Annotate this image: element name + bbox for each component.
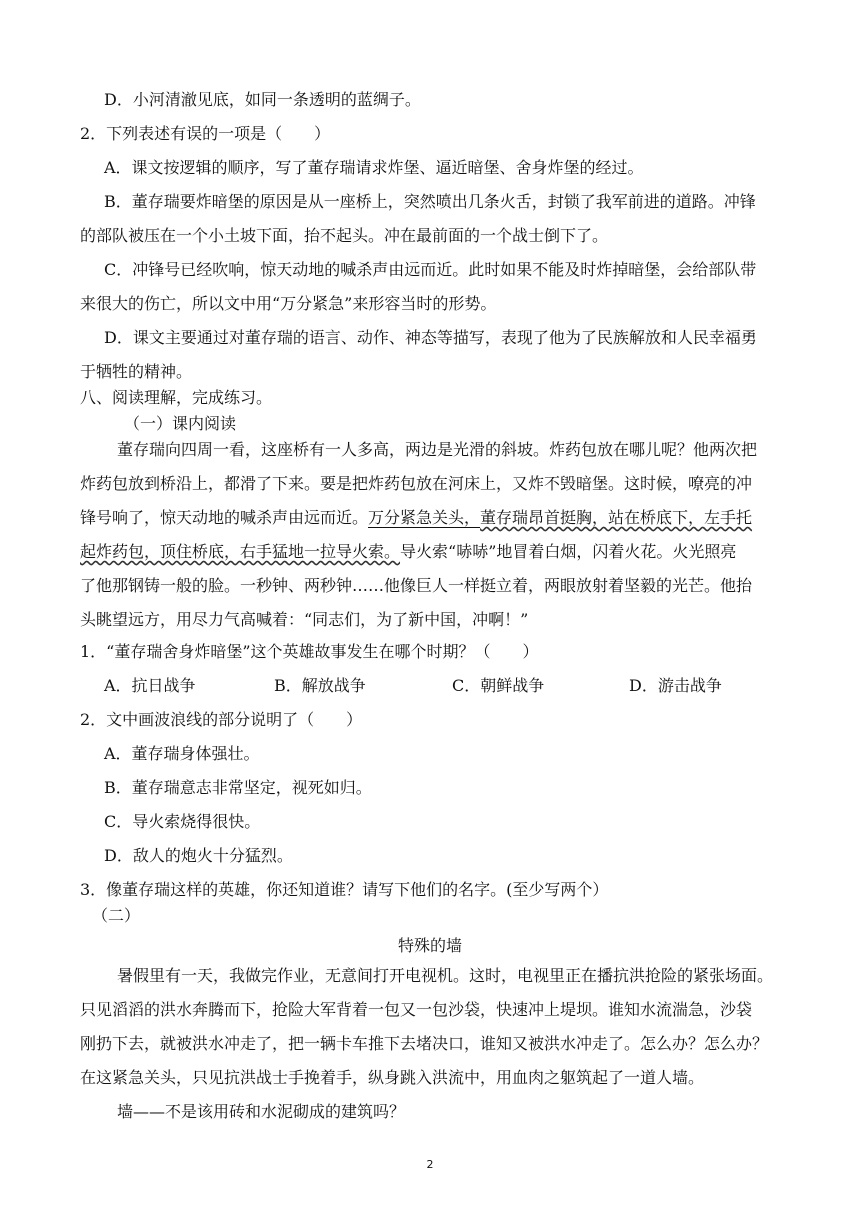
part1-question1-option: B．解放战争 — [274, 676, 366, 695]
passage-text: 锋号响了，惊天动地的喊杀声由远而近。 — [80, 508, 369, 527]
question2-option-a: A．课文按逻辑的顺序，写了董存瑞请求炸堡、逼近暗堡、舍身炸堡的经过。 — [104, 158, 644, 177]
part1-question3: 3．像董存瑞这样的英雄，你还知道谁？请写下他们的名字。(至少写两个） — [80, 880, 609, 899]
part1-question2-option-c: C．导火索烧得很快。 — [104, 812, 261, 831]
passage-text: 导火索“哧哧”地冒着白烟，闪着火花。火光照亮 — [400, 542, 737, 561]
passage-line — [80, 542, 736, 562]
part1-question1-stem: 1．“董存瑞舍身炸暗堡”这个英雄故事发生在哪个时期？（ ） — [80, 642, 539, 661]
section-heading: 八、阅读理解，完成练习。 — [80, 388, 273, 407]
wavy-underlined-text: 董存瑞昂首挺胸，站在桥底下，左手托 — [480, 508, 753, 527]
passage-line: 董存瑞向四周一看，这座桥有一人多高，两边是光滑的斜坡。炸药包放在哪儿呢？他两次把 — [117, 440, 758, 459]
question2-option-c-line1: C．冲锋号已经吹响，惊天动地的喊杀声由远而近。此时如果不能及时炸掉暗堡，会给部队带 — [104, 260, 757, 279]
passage-line: 暑假里有一天，我做完作业，无意间打开电视机。这时，电视里正在播抗洪抢险的紧张场面。 — [117, 966, 774, 985]
wavy-underlined-text: 起炸药包，顶住桥底，右手猛地一拉导火索。 — [80, 542, 401, 561]
passage-line — [80, 508, 752, 528]
question2-option-d-line2: 于牺牲的精神。 — [80, 362, 193, 381]
part1-question2-option-b: B．董存瑞意志非常坚定，视死如归。 — [104, 778, 372, 797]
question2-option-b-line2: 的部队被压在一个小土坡下面，抬不起头。冲在最前面的一个战士倒下了。 — [80, 226, 609, 245]
passage-line: 只见滔滔的洪水奔腾而下，抢险大军背着一包又一包沙袋，快速冲上堤坝。谁知水流湍急，沙袋 — [80, 1000, 753, 1019]
question2-stem: 2．下列表述有误的一项是（ ） — [80, 124, 331, 143]
passage-line: 头眺望远方，用尽力气高喊着：“同志们，为了新中国，冲啊！” — [80, 610, 529, 629]
part2-label: （二） — [92, 906, 141, 925]
part1-label: （一）课内阅读 — [124, 414, 237, 433]
passage-line: 了他那钢铸一般的脸。一秒钟、两秒钟……他像巨人一样挺立着，两眼放射着坚毅的光芒。他抬 — [80, 576, 753, 595]
straight-underlined-text: 万分紧急关头， — [368, 508, 481, 527]
question1-option-d: D．小河清澈见底，如同一条透明的蓝绸子。 — [104, 90, 421, 109]
question2-option-d-line1: D．课文主要通过对董存瑞的语言、动作、神态等描写，表现了他为了民族解放和人民幸福勇 — [104, 328, 757, 347]
part1-question2-stem: 2．文中画波浪线的部分说明了（ ） — [80, 710, 363, 729]
question2-option-c-line2: 来很大的伤亡，所以文中用“万分紧急”来形容当时的形势。 — [80, 294, 497, 313]
passage-line: 炸药包放到桥沿上，都滑了下来。要是把炸药包放在河床上，又炸不毁暗堡。这时候，嘹亮的冲 — [80, 474, 753, 493]
passage-line: 墙——不是该用砖和水泥砌成的建筑吗？ — [117, 1102, 406, 1121]
part2-title: 特殊的墙 — [397, 936, 462, 955]
part1-question1-option: C．朝鲜战争 — [452, 676, 545, 695]
part1-question2-option-a: A．董存瑞身体强壮。 — [104, 744, 260, 763]
page-number: 2 — [426, 1158, 434, 1171]
part1-question1-option: D．游击战争 — [629, 676, 722, 695]
question2-option-b-line1: B．董存瑞要炸暗堡的原因是从一座桥上，突然喷出几条火舌，封锁了我军前进的道路。冲锋 — [104, 192, 756, 211]
part1-question2-option-d: D．敌人的炮火十分猛烈。 — [104, 846, 293, 865]
part1-question1-option: A．抗日战争 — [104, 676, 196, 695]
passage-line: 刚扔下去，就被洪水冲走了，把一辆卡车推下去堵决口，谁知又被洪水冲走了。怎么办？怎么办？ — [80, 1034, 769, 1053]
passage-line: 在这紧急关头，只见抗洪战士手挽着手，纵身跳入洪流中，用血肉之躯筑起了一道人墙。 — [80, 1068, 705, 1087]
